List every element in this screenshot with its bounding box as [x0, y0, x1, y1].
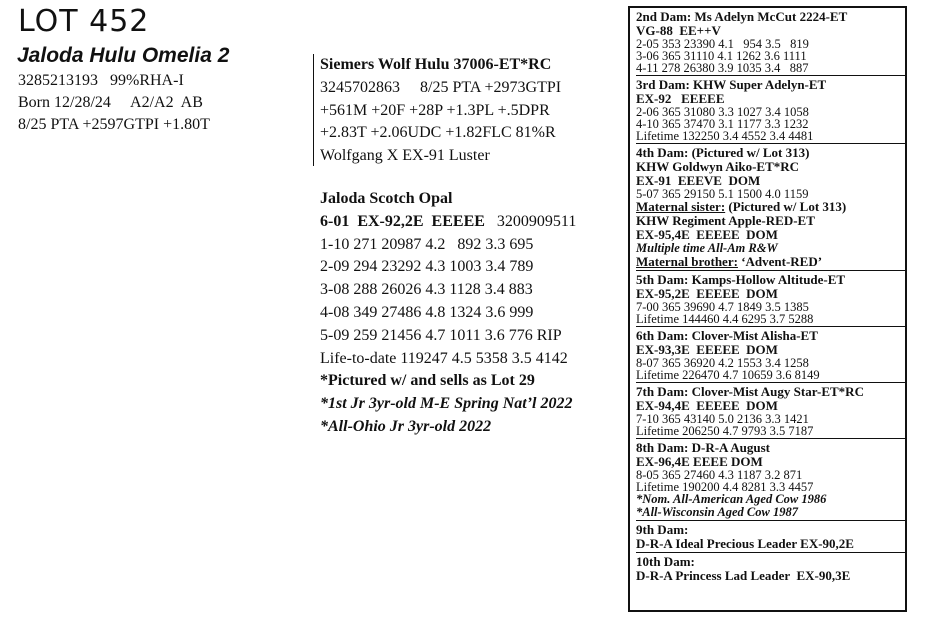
dam-record: 1-10 271 20987 4.2 892 3.3 695	[320, 235, 534, 253]
production-record: 3-06 365 31110 4.1 1262 3.6 1111	[636, 49, 807, 63]
production-record: Lifetime 144460 4.4 6295 3.7 5288	[636, 312, 814, 326]
sire-line: +2.83T +2.06UDC +1.82FLC 81%R	[320, 124, 556, 142]
dam-record: 2-09 294 23292 4.3 1003 3.4 789	[320, 258, 534, 276]
dam-name: Jaloda Scotch Opal	[320, 190, 453, 207]
pedigree-section	[636, 146, 905, 271]
relative-label: Maternal brother:	[636, 254, 738, 269]
dam-block	[320, 188, 576, 439]
lot-number: LOT 452	[18, 4, 150, 39]
production-record: Lifetime 132250 3.4 4552 3.4 4481	[636, 129, 814, 143]
sire-name: Siemers Wolf Hulu 37006-ET*RC	[320, 56, 552, 73]
ancestor-detail: EX-92 EEEEE	[636, 91, 725, 106]
ancestor-detail: EX-91 EEEVE DOM	[636, 173, 761, 188]
animal-info	[18, 70, 210, 136]
dam-record: 3-08 288 26026 4.3 1128 3.4 883	[320, 281, 533, 299]
production-record: 8-07 365 36920 4.2 1553 3.4 1258	[636, 356, 809, 370]
production-record: 4-10 365 37470 3.1 1177 3.3 1232	[636, 117, 809, 131]
pedigree-section	[636, 78, 905, 144]
dam-record: 4-08 349 27486 4.8 1324 3.6 999	[320, 303, 534, 321]
pedigree-section	[636, 523, 905, 553]
pedigree-section	[636, 441, 905, 521]
animal-name: Jaloda Hulu Omelia 2	[17, 44, 230, 67]
ancestor-detail: D-R-A Princess Lad Leader EX-90,3E	[636, 568, 851, 583]
ancestor-detail: KHW Goldwyn Aiko-ET*RC	[636, 159, 800, 174]
relative-detail: EX-95,4E EEEEE DOM	[636, 227, 778, 242]
relative-note	[636, 255, 905, 269]
ancestor-heading: 8th Dam: D-R-A August	[636, 440, 770, 455]
dam-honor: *All-Ohio Jr 3yr-old 2022	[320, 417, 492, 435]
ancestor-heading: 7th Dam: Clover-Mist Augy Star-ET*RC	[636, 384, 864, 399]
animal-pta-line: 8/25 PTA +2597GTPI +1.80T	[18, 116, 210, 133]
dam-classification-line	[320, 211, 576, 234]
relative-note	[636, 200, 905, 214]
pedigree-section	[636, 273, 905, 327]
pedigree-section	[636, 329, 905, 383]
animal-birth-line: Born 12/28/24 A2/A2 AB	[18, 94, 203, 111]
production-record: 5-07 365 29150 5.1 1500 4.0 1159	[636, 187, 809, 201]
animal-reg-line: 3285213193 99%RHA-I	[18, 72, 184, 89]
ancestor-detail: EX-95,2E EEEEE DOM	[636, 286, 778, 301]
ancestor-heading: 10th Dam:	[636, 554, 695, 569]
honor-note: *Nom. All-American Aged Cow 1986	[636, 492, 827, 506]
ancestor-heading: 5th Dam: Kamps-Hollow Altitude-ET	[636, 272, 846, 287]
pedigree-box	[628, 6, 907, 612]
sire-line: 3245702863 8/25 PTA +2973GTPI	[320, 78, 562, 96]
ancestor-detail: VG-88 EE++V	[636, 23, 721, 38]
dam-lifetime: Life-to-date 119247 4.5 5358 3.5 4142	[320, 349, 568, 367]
dam-classification: 6-01 EX-92,2E EEEEE	[320, 212, 485, 230]
relative-detail: (Pictured w/ Lot 313)	[725, 199, 847, 214]
production-record: Lifetime 190200 4.4 8281 3.3 4457	[636, 480, 814, 494]
relative-detail: ‘Advent-RED’	[737, 254, 823, 269]
sire-line: +561M +20F +28P +1.3PL +.5DPR	[320, 101, 550, 119]
dam-honor: *1st Jr 3yr-old M-E Spring Nat’l 2022	[320, 395, 573, 413]
ancestor-heading: 3rd Dam: KHW Super Adelyn-ET	[636, 77, 827, 92]
production-record: 2-05 353 23390 4.1 954 3.5 819	[636, 37, 809, 51]
pedigree-section	[636, 385, 905, 439]
pedigree-section	[636, 555, 905, 584]
ancestor-heading: 2nd Dam: Ms Adelyn McCut 2224-ET	[636, 9, 848, 24]
ancestor-detail: EX-93,3E EEEEE DOM	[636, 342, 778, 357]
ancestor-heading: 4th Dam: (Pictured w/ Lot 313)	[636, 145, 810, 160]
pedigree-section	[636, 10, 905, 76]
production-record: Lifetime 206250 4.7 9793 3.5 7187	[636, 424, 814, 438]
relative-label: Maternal sister:	[636, 199, 726, 214]
dam-reg: 3200909511	[496, 212, 577, 230]
dam-record: 5-09 259 21456 4.7 1011 3.6 776 RIP	[320, 326, 562, 344]
sire-line: Wolfgang X EX-91 Luster	[320, 147, 490, 165]
production-record: 2-06 365 31080 3.3 1027 3.4 1058	[636, 105, 809, 119]
relative-detail: KHW Regiment Apple-RED-ET	[636, 213, 815, 228]
production-record: 7-10 365 43140 5.0 2136 3.3 1421	[636, 412, 809, 426]
ancestor-heading: 6th Dam: Clover-Mist Alisha-ET	[636, 328, 818, 343]
dam-sale-note: *Pictured w/ and sells as Lot 29	[320, 372, 535, 390]
honor-note: Multiple time All-Am R&W	[636, 241, 778, 255]
production-record: 7-00 365 39690 4.7 1849 3.5 1385	[636, 300, 809, 314]
ancestor-detail: EX-96,4E EEEE DOM	[636, 454, 763, 469]
ancestor-heading: 9th Dam:	[636, 522, 689, 537]
sire-block	[313, 54, 561, 166]
production-record: Lifetime 226470 4.7 10659 3.6 8149	[636, 368, 820, 382]
production-record: 8-05 365 27460 4.3 1187 3.2 871	[636, 468, 803, 482]
ancestor-detail: D-R-A Ideal Precious Leader EX-90,2E	[636, 536, 854, 551]
production-record: 4-11 278 26380 3.9 1035 3.4 887	[636, 61, 809, 75]
ancestor-detail: EX-94,4E EEEEE DOM	[636, 398, 778, 413]
honor-note: *All-Wisconsin Aged Cow 1987	[636, 505, 798, 519]
